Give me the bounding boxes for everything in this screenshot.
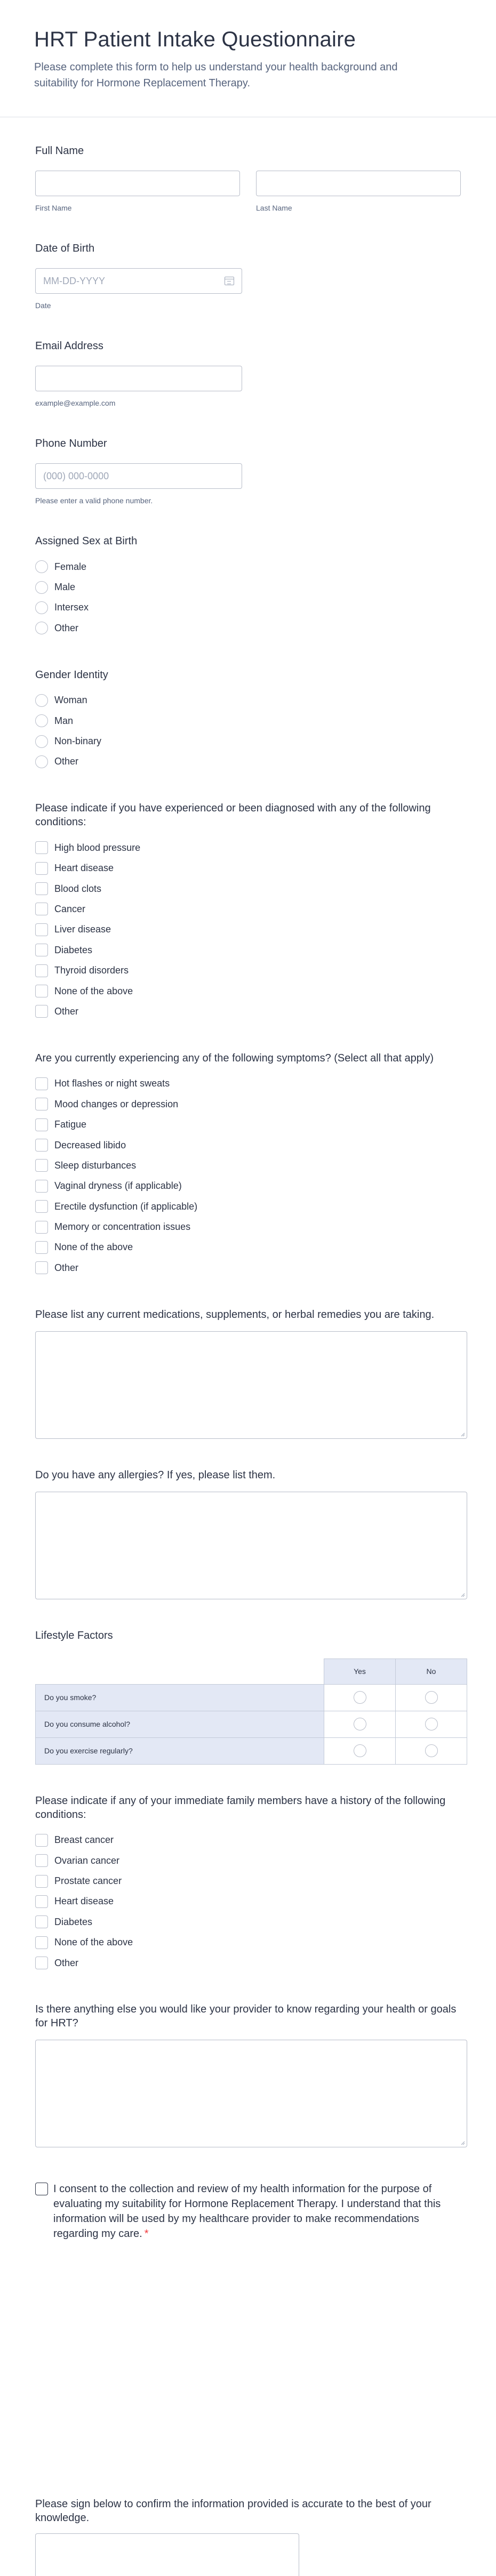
option-label: Other (54, 622, 79, 633)
option-label: Woman (54, 695, 87, 706)
medications-label: Please list any current medications, supplements, or herbal remedies you are taking. (35, 1308, 435, 1321)
dob-sublabel: Date (35, 301, 51, 310)
checkbox[interactable] (35, 1241, 48, 1254)
matrix-cell[interactable] (396, 1684, 467, 1711)
checkbox[interactable] (35, 1098, 48, 1110)
matrix-row (36, 1711, 467, 1737)
checkbox[interactable] (35, 1139, 48, 1152)
first-name-col (35, 171, 240, 212)
last-name-col (256, 171, 461, 212)
option-label: Heart disease (54, 863, 114, 874)
symptom-option[interactable] (35, 1094, 461, 1114)
checkbox[interactable] (35, 1915, 48, 1928)
checkbox[interactable] (35, 1854, 48, 1867)
option-label: Ovarian cancer (54, 1855, 120, 1866)
option-label: None of the above (54, 1242, 133, 1253)
allergies-textarea[interactable] (35, 1492, 467, 1599)
sex-label: Assigned Sex at Birth (35, 535, 138, 547)
radio-button[interactable] (425, 1691, 438, 1704)
family-label: Please indicate if any of your immediate family members have a history of the following conditions: (35, 1794, 446, 1821)
radio-button[interactable] (35, 694, 48, 707)
signature-pad[interactable] (35, 2533, 299, 2576)
other-info-question (35, 2002, 461, 2147)
form-title: HRT Patient Intake Questionnaire (34, 28, 356, 51)
symptom-option[interactable] (35, 1258, 461, 1278)
lifestyle-label: Lifestyle Factors (35, 1629, 113, 1641)
sex-options (35, 557, 461, 639)
condition-option[interactable] (35, 879, 461, 899)
checkbox[interactable] (35, 1005, 48, 1018)
resize-grip-icon[interactable] (460, 1431, 465, 1437)
checkbox[interactable] (35, 985, 48, 997)
consent-question[interactable] (35, 2181, 461, 2241)
option-label: Hot flashes or night sweats (54, 1078, 170, 1089)
matrix-header-row (36, 1659, 467, 1684)
other-info-label: Is there anything else you would like your provider to know regarding your health or goals for HRT? (35, 2003, 457, 2030)
consent-text-wrap (53, 2181, 461, 2241)
allergies-question (35, 1468, 461, 1599)
phone-placeholder: (000) 000-0000 (43, 470, 109, 481)
gender-option[interactable] (35, 731, 461, 751)
symptom-option[interactable] (35, 1217, 461, 1237)
medications-textarea[interactable] (35, 1331, 467, 1439)
last-name-sublabel: Last Name (256, 204, 292, 212)
email-question (35, 339, 461, 407)
matrix-row-label: Do you consume alcohol? (36, 1711, 324, 1737)
symptom-option[interactable] (35, 1155, 461, 1176)
radio-button[interactable] (354, 1718, 366, 1730)
consent-text: I consent to the collection and review of my health information for the purpose of evaluating my suitability for Hormone Replacement Therapy. I understand that this information will be used by my healthcare provider to make recommendations regarding my care. (53, 2183, 441, 2240)
option-label: Other (54, 756, 79, 767)
conditions-label: Please indicate if you have experienced or been diagnosed with any of the following conditions: (35, 802, 431, 828)
family-option[interactable] (35, 1871, 461, 1891)
option-label: Other (54, 1005, 79, 1017)
option-label: Decreased libido (54, 1139, 126, 1150)
first-name-sublabel: First Name (35, 204, 72, 212)
matrix-row-label: Do you exercise regularly? (36, 1737, 324, 1764)
matrix-cell[interactable] (396, 1711, 467, 1737)
radio-button[interactable] (425, 1718, 438, 1730)
gender-question (35, 668, 461, 772)
radio-button[interactable] (35, 622, 48, 634)
checkbox[interactable] (35, 964, 48, 977)
gender-label: Gender Identity (35, 669, 108, 681)
full-name-label: Full Name (35, 145, 84, 157)
checkbox[interactable] (35, 903, 48, 915)
symptom-option[interactable] (35, 1176, 461, 1196)
checkbox[interactable] (35, 1875, 48, 1888)
option-label: Prostate cancer (54, 1875, 122, 1887)
option-label: Intersex (54, 602, 89, 613)
option-label: Male (54, 582, 76, 593)
radio-button[interactable] (425, 1744, 438, 1757)
matrix-row-label: Do you smoke? (36, 1684, 324, 1711)
required-marker: * (144, 2228, 149, 2240)
matrix-row (36, 1684, 467, 1711)
matrix-cell[interactable] (324, 1711, 396, 1737)
condition-option[interactable] (35, 1001, 461, 1021)
symptom-option[interactable] (35, 1074, 461, 1094)
radio-button[interactable] (354, 1744, 366, 1757)
condition-option[interactable] (35, 981, 461, 1001)
option-label: Fatigue (54, 1119, 87, 1130)
matrix-cell[interactable] (324, 1684, 396, 1711)
checkbox[interactable] (35, 1180, 48, 1193)
name-row (35, 171, 461, 212)
symptoms-question (35, 1051, 461, 1278)
sex-option[interactable] (35, 618, 461, 638)
option-label: Heart disease (54, 1896, 114, 1907)
option-label: None of the above (54, 1937, 133, 1948)
email-field[interactable] (35, 366, 242, 391)
symptom-option[interactable] (35, 1196, 461, 1217)
radio-button[interactable] (35, 560, 48, 573)
phone-sublabel: Please enter a valid phone number. (35, 496, 153, 505)
option-label: None of the above (54, 985, 133, 996)
allergies-label: Do you have any allergies? If yes, please list them. (35, 1469, 276, 1481)
sex-question (35, 534, 461, 639)
calendar-icon[interactable] (225, 277, 234, 285)
dob-input[interactable] (35, 268, 242, 294)
matrix-cell[interactable] (396, 1737, 467, 1764)
sex-option[interactable] (35, 598, 461, 618)
option-label: Liver disease (54, 924, 111, 935)
dob-placeholder: MM-DD-YYYY (43, 275, 105, 286)
family-option[interactable] (35, 1933, 461, 1953)
option-label: Diabetes (54, 1916, 93, 1927)
gender-option[interactable] (35, 711, 461, 731)
option-label: Non-binary (54, 736, 102, 747)
radio-button[interactable] (35, 601, 48, 614)
phone-field[interactable] (35, 463, 242, 489)
resize-grip-icon[interactable] (460, 2140, 465, 2145)
checkbox[interactable] (35, 1221, 48, 1234)
matrix-corner (36, 1659, 324, 1684)
gender-option[interactable] (35, 690, 461, 711)
checkbox[interactable] (35, 1118, 48, 1131)
family-option[interactable] (35, 1891, 461, 1912)
checkbox[interactable] (35, 1936, 48, 1949)
form-subtitle: Please complete this form to help us understand your health background and suitability for Hormone Replacement Therapy. (34, 61, 398, 89)
checkbox[interactable] (35, 1834, 48, 1847)
lifestyle-question (35, 1629, 461, 1765)
email-sublabel: example@example.com (35, 399, 116, 407)
condition-option[interactable] (35, 920, 461, 940)
option-label: Diabetes (54, 944, 93, 955)
matrix-column-no: No (396, 1659, 467, 1684)
first-name-input[interactable] (35, 171, 240, 196)
condition-option[interactable] (35, 899, 461, 919)
radio-button[interactable] (35, 581, 48, 594)
checkbox[interactable] (35, 862, 48, 875)
checkbox[interactable] (35, 923, 48, 936)
conditions-options (35, 838, 461, 1022)
option-label: Man (54, 715, 74, 726)
radio-button[interactable] (35, 755, 48, 768)
option-label: Cancer (54, 903, 86, 914)
symptom-option[interactable] (35, 1237, 461, 1258)
option-label: Erectile dysfunction (if applicable) (54, 1201, 198, 1212)
option-label: Sleep disturbances (54, 1160, 137, 1171)
option-label: Other (54, 1957, 79, 1968)
sex-option[interactable] (35, 577, 461, 597)
option-label: Other (54, 1262, 79, 1273)
sex-option[interactable] (35, 557, 461, 577)
medications-question (35, 1308, 461, 1439)
other-info-textarea[interactable] (35, 2040, 467, 2147)
family-question (35, 1794, 461, 1974)
phone-label: Phone Number (35, 438, 107, 449)
email-label: Email Address (35, 340, 103, 352)
checkbox[interactable] (35, 1957, 48, 1969)
condition-option[interactable] (35, 838, 461, 858)
checkbox[interactable] (35, 1077, 48, 1090)
option-label: Female (54, 561, 87, 572)
symptom-option[interactable] (35, 1114, 461, 1134)
resize-grip-icon[interactable] (460, 1592, 465, 1597)
lifestyle-matrix (35, 1659, 467, 1765)
family-option[interactable] (35, 1912, 461, 1932)
radio-button[interactable] (354, 1691, 366, 1704)
consent-checkbox[interactable] (35, 2183, 48, 2195)
radio-button[interactable] (35, 735, 48, 748)
matrix-row (36, 1737, 467, 1764)
dob-question (35, 241, 461, 310)
dob-label: Date of Birth (35, 243, 95, 254)
family-option[interactable] (35, 1830, 461, 1850)
phone-question (35, 437, 461, 505)
signature-label: Please sign below to confirm the information provided is accurate to the best of your knowledge. (35, 2498, 431, 2524)
symptom-option[interactable] (35, 1135, 461, 1155)
checkbox[interactable] (35, 944, 48, 956)
condition-option[interactable] (35, 940, 461, 960)
condition-option[interactable] (35, 858, 461, 879)
symptoms-label: Are you currently experiencing any of the following symptoms? (Select all that apply) (35, 1052, 434, 1064)
form-header (0, 0, 496, 117)
family-option[interactable] (35, 1850, 461, 1871)
family-options (35, 1830, 461, 1974)
symptoms-options (35, 1074, 461, 1278)
checkbox[interactable] (35, 841, 48, 854)
matrix-column-yes: Yes (324, 1659, 396, 1684)
signature-question (35, 2497, 461, 2576)
checkbox[interactable] (35, 1200, 48, 1213)
checkbox[interactable] (35, 1895, 48, 1908)
form-body (0, 144, 496, 2576)
radio-button[interactable] (35, 714, 48, 727)
option-label: Thyroid disorders (54, 965, 129, 976)
option-label: Vaginal dryness (if applicable) (54, 1180, 182, 1192)
matrix-cell[interactable] (324, 1737, 396, 1764)
checkbox[interactable] (35, 1159, 48, 1172)
conditions-question (35, 801, 461, 1022)
option-label: Blood clots (54, 883, 102, 894)
option-label: Memory or concentration issues (54, 1221, 191, 1233)
gender-option[interactable] (35, 752, 461, 772)
gender-options (35, 690, 461, 772)
full-name-question (35, 144, 461, 212)
last-name-input[interactable] (256, 171, 461, 196)
option-label: High blood pressure (54, 842, 141, 853)
family-option[interactable] (35, 1953, 461, 1973)
option-label: Breast cancer (54, 1834, 114, 1846)
condition-option[interactable] (35, 960, 461, 980)
checkbox[interactable] (35, 882, 48, 895)
checkbox[interactable] (35, 1261, 48, 1274)
option-label: Mood changes or depression (54, 1098, 179, 1109)
